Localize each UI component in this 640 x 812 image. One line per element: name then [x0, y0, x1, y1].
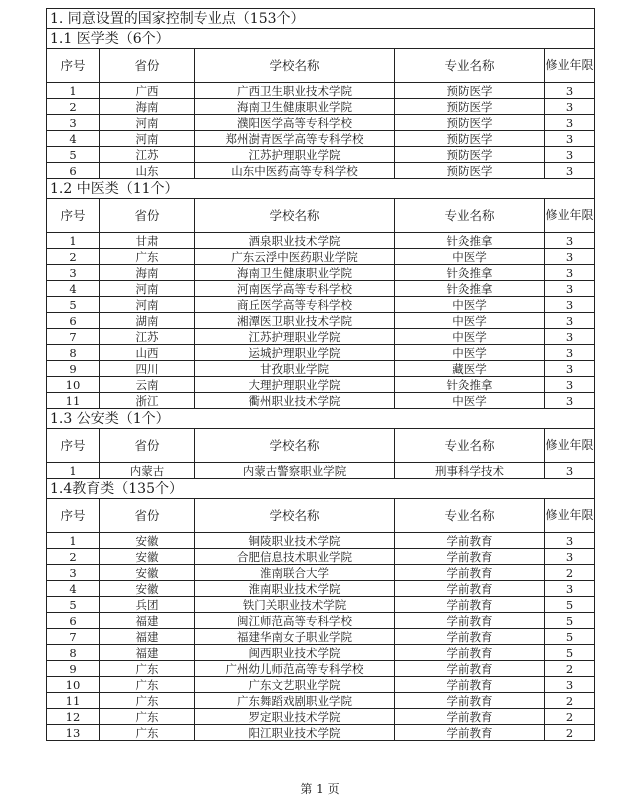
cell-province: 安徽 [100, 581, 195, 597]
header-province: 省份 [100, 429, 195, 463]
cell-years: 3 [545, 115, 595, 131]
cell-school: 江苏护理职业学院 [195, 147, 395, 163]
cell-seq: 12 [47, 709, 100, 725]
header-duration: 修业年限 [545, 429, 595, 463]
cell-province: 河南 [100, 131, 195, 147]
cell-seq: 7 [47, 329, 100, 345]
table-row [47, 377, 595, 393]
cell-school: 濮阳医学高等专科学校 [195, 115, 395, 131]
section-title-row [47, 409, 595, 429]
cell-years: 3 [545, 377, 595, 393]
cell-years: 3 [545, 147, 595, 163]
cell-seq: 8 [47, 345, 100, 361]
header-row [47, 429, 595, 463]
cell-years: 2 [545, 565, 595, 581]
cell-province: 甘肃 [100, 233, 195, 249]
cell-years: 5 [545, 597, 595, 613]
header-seq: 序号 [47, 49, 100, 83]
cell-major: 预防医学 [395, 163, 545, 179]
cell-major: 预防医学 [395, 131, 545, 147]
cell-school: 淮南职业技术学院 [195, 581, 395, 597]
section-title: 1.2 中医类（11个） [47, 179, 595, 199]
cell-seq: 13 [47, 725, 100, 741]
cell-province: 福建 [100, 645, 195, 661]
cell-province: 四川 [100, 361, 195, 377]
cell-major: 学前教育 [395, 597, 545, 613]
cell-province: 河南 [100, 115, 195, 131]
table-row [47, 147, 595, 163]
cell-seq: 1 [47, 233, 100, 249]
cell-seq: 8 [47, 645, 100, 661]
section-title-row [47, 29, 595, 49]
cell-years: 3 [545, 329, 595, 345]
cell-seq: 2 [47, 99, 100, 115]
cell-major: 中医学 [395, 345, 545, 361]
cell-school: 闽江师范高等专科学校 [195, 613, 395, 629]
cell-school: 广东云浮中医药职业学院 [195, 249, 395, 265]
table-row [47, 565, 595, 581]
cell-years: 3 [545, 249, 595, 265]
cell-years: 3 [545, 99, 595, 115]
table-row [47, 99, 595, 115]
cell-school: 铁门关职业技术学院 [195, 597, 395, 613]
table-row [47, 249, 595, 265]
program-table [46, 8, 595, 741]
cell-major: 学前教育 [395, 677, 545, 693]
table-title: 1. 同意设置的国家控制专业点（153个） [47, 9, 595, 29]
cell-school: 阳江职业技术学院 [195, 725, 395, 741]
cell-major: 学前教育 [395, 613, 545, 629]
table-row [47, 597, 595, 613]
cell-school: 海南卫生健康职业学院 [195, 265, 395, 281]
cell-years: 3 [545, 581, 595, 597]
table-row [47, 297, 595, 313]
cell-seq: 5 [47, 147, 100, 163]
header-school: 学校名称 [195, 49, 395, 83]
cell-province: 河南 [100, 297, 195, 313]
cell-province: 河南 [100, 281, 195, 297]
section-title: 1.4教育类（135个） [47, 479, 595, 499]
cell-years: 3 [545, 281, 595, 297]
cell-years: 3 [545, 313, 595, 329]
cell-school: 广州幼儿师范高等专科学校 [195, 661, 395, 677]
table-row [47, 83, 595, 99]
cell-seq: 11 [47, 393, 100, 409]
cell-province: 山东 [100, 163, 195, 179]
header-row [47, 499, 595, 533]
cell-province: 山西 [100, 345, 195, 361]
cell-major: 针灸推拿 [395, 265, 545, 281]
cell-years: 3 [545, 533, 595, 549]
table-row [47, 115, 595, 131]
cell-years: 3 [545, 265, 595, 281]
cell-school: 广东文艺职业学院 [195, 677, 395, 693]
table-row [47, 581, 595, 597]
cell-seq: 1 [47, 463, 100, 479]
header-row [47, 199, 595, 233]
cell-years: 2 [545, 693, 595, 709]
document-page [46, 8, 594, 741]
cell-seq: 6 [47, 313, 100, 329]
cell-school: 广东舞蹈戏剧职业学院 [195, 693, 395, 709]
cell-major: 预防医学 [395, 147, 545, 163]
cell-years: 3 [545, 549, 595, 565]
cell-major: 中医学 [395, 393, 545, 409]
cell-seq: 5 [47, 297, 100, 313]
cell-years: 3 [545, 83, 595, 99]
cell-major: 学前教育 [395, 709, 545, 725]
cell-major: 针灸推拿 [395, 233, 545, 249]
cell-major: 学前教育 [395, 565, 545, 581]
cell-school: 合肥信息技术职业学院 [195, 549, 395, 565]
table-row [47, 693, 595, 709]
cell-major: 预防医学 [395, 99, 545, 115]
header-major: 专业名称 [395, 429, 545, 463]
cell-province: 广东 [100, 693, 195, 709]
cell-school: 商丘医学高等专科学校 [195, 297, 395, 313]
header-school: 学校名称 [195, 429, 395, 463]
cell-seq: 2 [47, 249, 100, 265]
table-row [47, 281, 595, 297]
cell-school: 山东中医药高等专科学校 [195, 163, 395, 179]
cell-province: 江苏 [100, 147, 195, 163]
cell-major: 藏医学 [395, 361, 545, 377]
cell-major: 刑事科学技术 [395, 463, 545, 479]
cell-school: 郑州澍青医学高等专科学校 [195, 131, 395, 147]
table-row [47, 361, 595, 377]
cell-seq: 4 [47, 581, 100, 597]
cell-major: 预防医学 [395, 83, 545, 99]
cell-province: 广西 [100, 83, 195, 99]
cell-school: 广西卫生职业技术学院 [195, 83, 395, 99]
cell-years: 5 [545, 613, 595, 629]
cell-major: 学前教育 [395, 661, 545, 677]
cell-years: 3 [545, 345, 595, 361]
header-school: 学校名称 [195, 199, 395, 233]
section-title-row [47, 179, 595, 199]
cell-major: 学前教育 [395, 581, 545, 597]
table-row [47, 645, 595, 661]
table-row [47, 613, 595, 629]
cell-province: 海南 [100, 99, 195, 115]
cell-years: 2 [545, 661, 595, 677]
table-row [47, 677, 595, 693]
header-major: 专业名称 [395, 499, 545, 533]
cell-province: 安徽 [100, 565, 195, 581]
header-duration: 修业年限 [545, 49, 595, 83]
table-row [47, 313, 595, 329]
cell-school: 酒泉职业技术学院 [195, 233, 395, 249]
cell-seq: 6 [47, 163, 100, 179]
table-row [47, 533, 595, 549]
cell-seq: 7 [47, 629, 100, 645]
section-title: 1.1 医学类（6个） [47, 29, 595, 49]
cell-years: 3 [545, 393, 595, 409]
cell-seq: 10 [47, 377, 100, 393]
table-row [47, 661, 595, 677]
cell-years: 2 [545, 709, 595, 725]
cell-major: 学前教育 [395, 645, 545, 661]
cell-school: 海南卫生健康职业学院 [195, 99, 395, 115]
table-row [47, 163, 595, 179]
table-row [47, 725, 595, 741]
cell-major: 中医学 [395, 249, 545, 265]
cell-major: 针灸推拿 [395, 377, 545, 393]
header-seq: 序号 [47, 499, 100, 533]
table-row [47, 709, 595, 725]
cell-school: 内蒙古警察职业学院 [195, 463, 395, 479]
header-seq: 序号 [47, 199, 100, 233]
cell-years: 3 [545, 463, 595, 479]
cell-major: 预防医学 [395, 115, 545, 131]
header-row [47, 49, 595, 83]
cell-province: 湖南 [100, 313, 195, 329]
header-province: 省份 [100, 499, 195, 533]
header-major: 专业名称 [395, 49, 545, 83]
table-row [47, 233, 595, 249]
cell-seq: 3 [47, 565, 100, 581]
header-duration: 修业年限 [545, 499, 595, 533]
cell-seq: 4 [47, 131, 100, 147]
cell-province: 广东 [100, 249, 195, 265]
cell-major: 中医学 [395, 329, 545, 345]
cell-major: 学前教育 [395, 533, 545, 549]
cell-province: 江苏 [100, 329, 195, 345]
header-seq: 序号 [47, 429, 100, 463]
cell-province: 福建 [100, 629, 195, 645]
cell-province: 海南 [100, 265, 195, 281]
table-row [47, 549, 595, 565]
cell-seq: 4 [47, 281, 100, 297]
cell-major: 中医学 [395, 313, 545, 329]
table-row [47, 265, 595, 281]
cell-province: 浙江 [100, 393, 195, 409]
cell-seq: 9 [47, 661, 100, 677]
cell-major: 学前教育 [395, 693, 545, 709]
cell-years: 3 [545, 297, 595, 313]
cell-years: 5 [545, 629, 595, 645]
cell-seq: 6 [47, 613, 100, 629]
cell-school: 罗定职业技术学院 [195, 709, 395, 725]
cell-school: 福建华南女子职业学院 [195, 629, 395, 645]
section-title: 1.3 公安类（1个） [47, 409, 595, 429]
cell-school: 甘孜职业学院 [195, 361, 395, 377]
cell-province: 广东 [100, 661, 195, 677]
table-row [47, 463, 595, 479]
cell-province: 云南 [100, 377, 195, 393]
cell-seq: 2 [47, 549, 100, 565]
header-major: 专业名称 [395, 199, 545, 233]
cell-major: 针灸推拿 [395, 281, 545, 297]
cell-school: 铜陵职业技术学院 [195, 533, 395, 549]
cell-seq: 3 [47, 265, 100, 281]
cell-province: 安徽 [100, 533, 195, 549]
cell-years: 3 [545, 677, 595, 693]
cell-years: 5 [545, 645, 595, 661]
cell-school: 闽西职业技术学院 [195, 645, 395, 661]
cell-years: 3 [545, 361, 595, 377]
cell-seq: 10 [47, 677, 100, 693]
page-footer: 第 1 页 [300, 782, 340, 796]
cell-years: 3 [545, 163, 595, 179]
cell-school: 河南医学高等专科学校 [195, 281, 395, 297]
cell-major: 中医学 [395, 297, 545, 313]
cell-seq: 3 [47, 115, 100, 131]
cell-seq: 9 [47, 361, 100, 377]
cell-years: 2 [545, 725, 595, 741]
section-title-row [47, 479, 595, 499]
cell-seq: 1 [47, 533, 100, 549]
header-duration: 修业年限 [545, 199, 595, 233]
cell-major: 学前教育 [395, 629, 545, 645]
cell-school: 运城护理职业学院 [195, 345, 395, 361]
cell-province: 安徽 [100, 549, 195, 565]
cell-school: 江苏护理职业学院 [195, 329, 395, 345]
header-school: 学校名称 [195, 499, 395, 533]
cell-major: 学前教育 [395, 549, 545, 565]
cell-province: 广东 [100, 677, 195, 693]
cell-school: 淮南联合大学 [195, 565, 395, 581]
table-row [47, 345, 595, 361]
header-province: 省份 [100, 49, 195, 83]
cell-school: 湘潭医卫职业技术学院 [195, 313, 395, 329]
table-title-row [47, 9, 595, 29]
table-row [47, 329, 595, 345]
table-row [47, 629, 595, 645]
cell-major: 学前教育 [395, 725, 545, 741]
table-row [47, 393, 595, 409]
cell-province: 福建 [100, 613, 195, 629]
cell-years: 3 [545, 233, 595, 249]
cell-province: 兵团 [100, 597, 195, 613]
cell-school: 衢州职业技术学院 [195, 393, 395, 409]
cell-years: 3 [545, 131, 595, 147]
cell-seq: 1 [47, 83, 100, 99]
cell-seq: 11 [47, 693, 100, 709]
cell-province: 内蒙古 [100, 463, 195, 479]
cell-province: 广东 [100, 725, 195, 741]
header-province: 省份 [100, 199, 195, 233]
cell-school: 大理护理职业学院 [195, 377, 395, 393]
cell-seq: 5 [47, 597, 100, 613]
cell-province: 广东 [100, 709, 195, 725]
table-row [47, 131, 595, 147]
